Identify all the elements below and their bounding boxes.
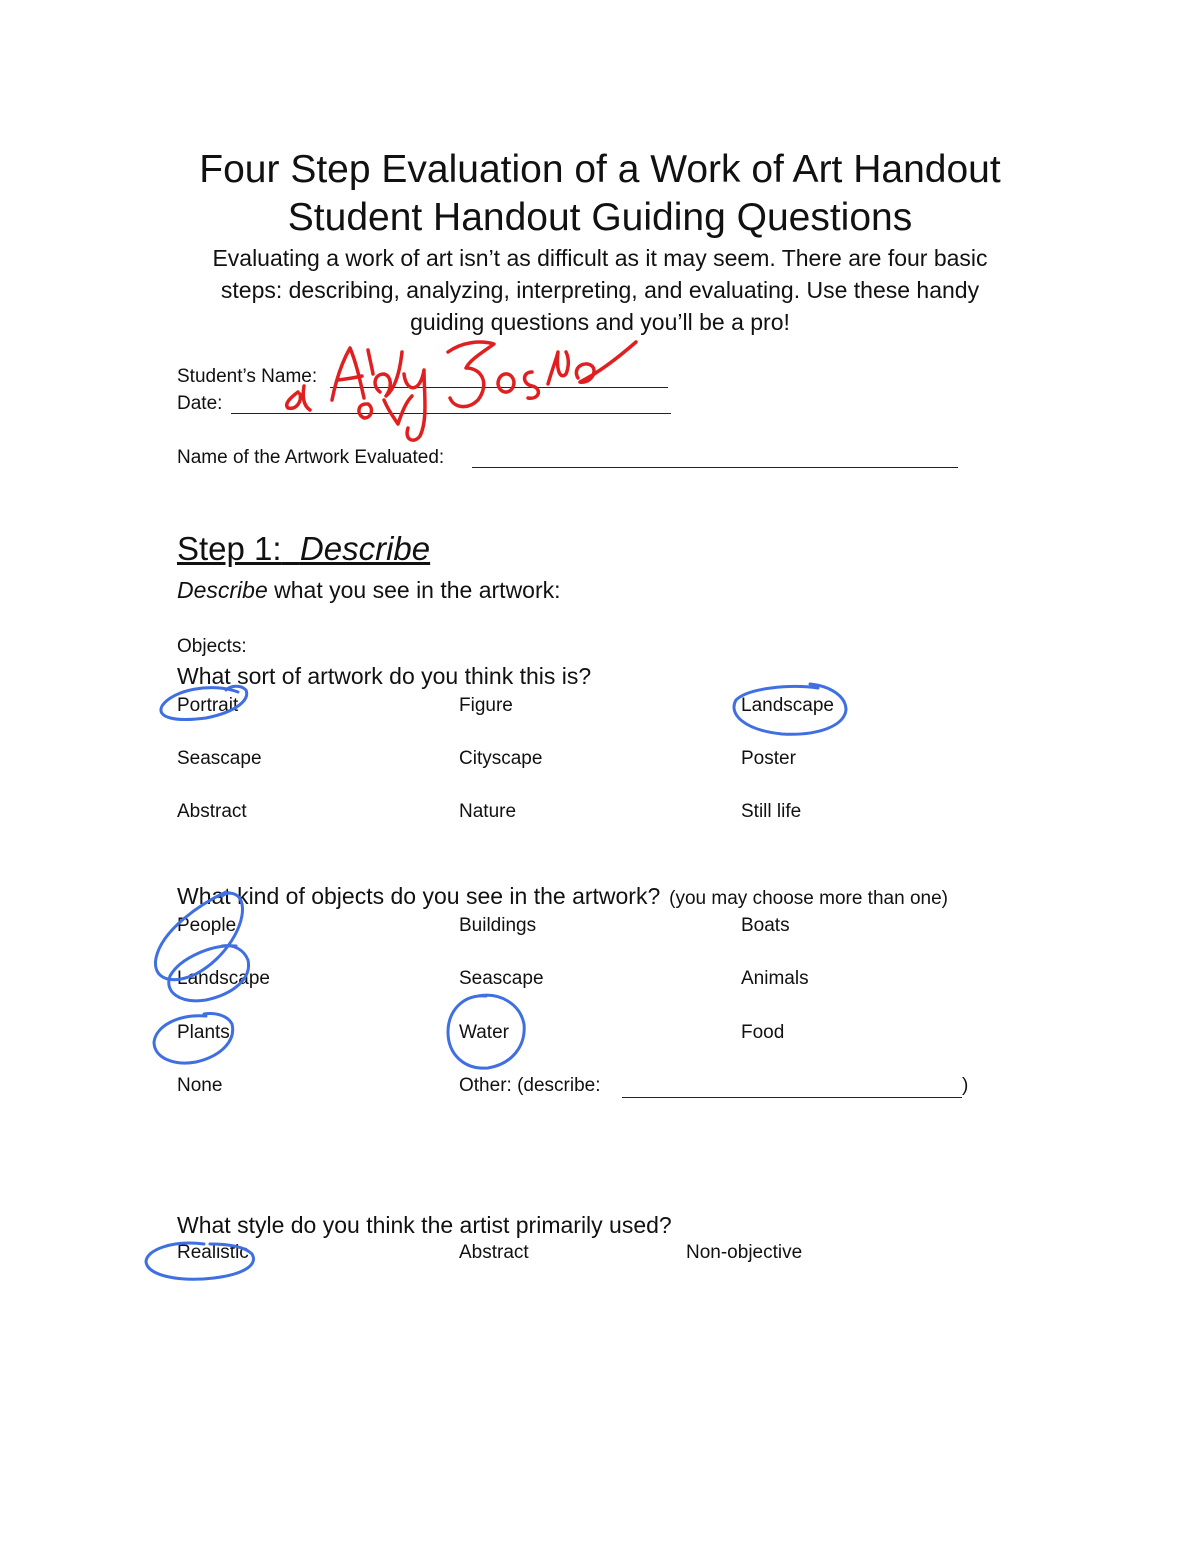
objects-label: Objects: <box>177 636 247 657</box>
artwork-name-field[interactable] <box>472 467 958 468</box>
intro-line-2: steps: describing, analyzing, interpreting, and evaluating. Use these handy <box>220 277 980 303</box>
q2-question-line <box>177 883 948 910</box>
q1-option-poster[interactable]: Poster <box>741 748 796 769</box>
artwork-name-label: Name of the Artwork Evaluated: <box>177 447 445 468</box>
signature-stroke <box>525 372 539 398</box>
q1-option-seascape[interactable]: Seascape <box>177 748 262 769</box>
q1-option-cityscape[interactable]: Cityscape <box>459 748 543 769</box>
step1-subtitle <box>177 577 561 604</box>
q1-option-landscape[interactable]: Landscape <box>741 695 834 716</box>
signature-stroke <box>338 376 362 380</box>
q2-option-food[interactable]: Food <box>741 1022 785 1043</box>
q3-option-non-objective[interactable]: Non-objective <box>686 1242 803 1263</box>
q2-option-landscape[interactable]: Landscape <box>177 968 270 989</box>
q3-option-realistic[interactable]: Realistic <box>177 1242 249 1263</box>
date-field[interactable] <box>231 413 671 414</box>
signature-stroke <box>384 396 412 424</box>
q2-option-plants[interactable]: Plants <box>177 1022 230 1043</box>
q1-option-still-life[interactable]: Still life <box>741 801 802 822</box>
q2-option-buildings[interactable]: Buildings <box>459 915 537 936</box>
q2-note: (you may choose more than one) <box>669 888 948 909</box>
student-name-field[interactable] <box>330 387 668 388</box>
signature-stroke <box>576 342 636 382</box>
q1-option-figure[interactable]: Figure <box>459 695 513 716</box>
q2-option-animals[interactable]: Animals <box>741 968 809 989</box>
signature-stroke <box>287 386 310 410</box>
q1-question: What sort of artwork do you think this is? <box>177 663 592 689</box>
q2-other-close-paren: ) <box>962 1075 969 1096</box>
signature-stroke <box>332 348 364 400</box>
student-name-label: Student’s Name: <box>177 366 318 387</box>
q3-option-abstract[interactable]: Abstract <box>459 1242 529 1263</box>
step1-title <box>177 530 430 568</box>
signature-stroke <box>498 374 514 392</box>
q2-option-none[interactable]: None <box>177 1075 223 1096</box>
q2-option-people[interactable]: People <box>177 915 237 936</box>
q2-option-boats[interactable]: Boats <box>741 915 790 936</box>
q1-option-nature[interactable]: Nature <box>459 801 517 822</box>
step1-title-word: Describe <box>299 530 431 567</box>
q1-option-abstract[interactable]: Abstract <box>177 801 247 822</box>
q1-option-portrait[interactable]: Portrait <box>177 695 239 716</box>
date-label: Date: <box>177 393 223 414</box>
q3-question: What style do you think the artist primarily used? <box>177 1212 672 1238</box>
q2-option-water[interactable]: Water <box>459 1022 509 1043</box>
page-title: Four Step Evaluation of a Work of Art Handout <box>199 148 1001 191</box>
step1-subtitle-em: Describe <box>177 577 268 603</box>
signature-stroke <box>404 370 425 440</box>
signature-stroke <box>359 404 372 418</box>
step1-title-prefix: Step 1: <box>177 530 282 567</box>
step1-subtitle-rest: what you see in the artwork: <box>267 577 561 603</box>
q2-option-seascape[interactable]: Seascape <box>459 968 544 989</box>
signature-stroke <box>448 342 494 407</box>
q2-question: What kind of objects do you see in the artwork? <box>177 883 661 909</box>
intro-line-1: Evaluating a work of art isn’t as difficult as it may seem. There are four basic <box>212 245 988 271</box>
q2-other-describe-field[interactable] <box>622 1097 962 1098</box>
intro-line-3: guiding questions and you’ll be a pro! <box>410 309 790 335</box>
page-subtitle: Student Handout Guiding Questions <box>287 196 913 239</box>
signature-stroke <box>368 350 373 374</box>
signature-stroke <box>375 352 402 396</box>
q2-option-other[interactable]: Other: (describe: <box>459 1075 601 1096</box>
handwritten-signature <box>287 342 636 440</box>
signature-stroke <box>548 352 568 384</box>
